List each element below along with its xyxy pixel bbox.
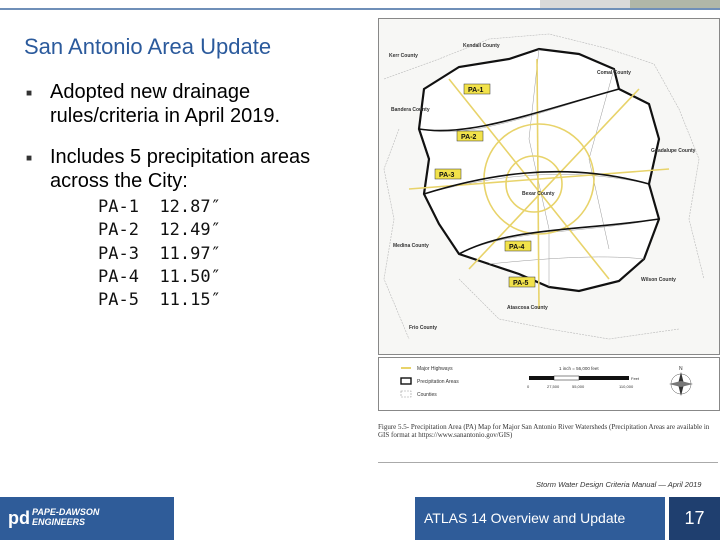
map-caption: Figure 5.5- Precipitation Area (PA) Map for Major San Antonio River Watersheds (Precipitation Areas are available in GIS format at https://www.sanantonio.gov/GIS) <box>378 423 710 439</box>
legend-highways: Major Highways <box>417 366 453 372</box>
top-rule <box>0 8 720 10</box>
precip-area: PA-3 <box>98 243 139 264</box>
logo-text <box>32 507 99 527</box>
bullet-text-2 <box>50 145 310 193</box>
legend-graphic <box>379 358 719 410</box>
precip-row-pa3 <box>98 243 221 266</box>
bullet-1-line-2: rules/criteria in April 2019. <box>50 105 281 127</box>
map-graphic <box>379 19 719 354</box>
map-label-pa4: PA-4 <box>509 244 525 251</box>
map-label-pa5: PA-5 <box>513 280 529 287</box>
precip-area: PA-4 <box>98 266 139 287</box>
top-accent-gray <box>540 0 630 8</box>
scale-2: 55,000 <box>572 384 585 389</box>
county-label-atascosa: Atascosa County <box>507 305 548 311</box>
logo-line-1: PAPE-DAWSON <box>32 507 100 517</box>
footer-title: ATLAS 14 Overview and Update <box>424 510 626 526</box>
legend-counties: Counties <box>417 392 437 398</box>
scale-3: 110,000 <box>619 384 634 389</box>
north-arrow-icon <box>669 366 693 396</box>
precip-row-pa5 <box>98 289 221 312</box>
county-label-comal: Comal County <box>597 70 631 76</box>
precip-area: PA-1 <box>98 197 139 217</box>
bullet-marker: ■ <box>26 88 33 99</box>
county-label-guadalupe: Guadalupe County <box>651 148 696 154</box>
county-label-bandera: Bandera County <box>391 107 430 113</box>
legend-precip-areas: Precipitation Areas <box>417 379 459 385</box>
slide-title: San Antonio Area Update <box>24 34 272 59</box>
top-accent-olive <box>630 0 720 8</box>
map-label-pa3: PA-3 <box>439 172 455 179</box>
precip-area: PA-5 <box>98 290 139 311</box>
county-label-medina: Medina County <box>393 243 429 249</box>
precip-depth: 12.49″ <box>159 220 221 241</box>
bullet-text-1 <box>50 80 280 128</box>
county-label-wilson: Wilson County <box>641 277 676 283</box>
precip-row-pa1 <box>98 196 221 219</box>
county-label-frio: Frio County <box>409 325 438 331</box>
bullet-2-line-2: across the City: <box>50 170 188 192</box>
scale-0: 0 <box>527 384 530 389</box>
north-label: N <box>679 366 683 372</box>
scale-unit: Feet <box>631 376 640 381</box>
precip-depth: 12.87″ <box>159 197 221 217</box>
map-label-pa1: PA-1 <box>468 87 484 94</box>
map-legend <box>378 357 720 411</box>
precip-depth: 11.97″ <box>159 243 221 264</box>
scale-1: 27,500 <box>547 384 560 389</box>
precip-row-pa4 <box>98 266 221 289</box>
logo-mark: pd <box>8 508 30 528</box>
county-label-bexar: Bexar County <box>522 191 555 197</box>
map-label-pa2: PA-2 <box>461 134 477 141</box>
bullet-2-line-1: Includes 5 precipitation areas <box>50 146 311 168</box>
precip-row-pa2 <box>98 219 221 242</box>
scale-title: 1 inch = 56,000 feet <box>559 366 599 371</box>
precip-depth: 11.50″ <box>159 266 221 287</box>
county-label-kerr: Kerr County <box>389 53 418 59</box>
precip-area: PA-2 <box>98 220 139 241</box>
page-number: 17 <box>669 497 720 540</box>
manual-rule <box>378 462 718 463</box>
precip-depth: 11.15″ <box>159 290 221 311</box>
precipitation-list <box>98 196 221 312</box>
precipitation-area-map <box>378 18 720 355</box>
bullet-marker: ■ <box>26 153 33 164</box>
manual-reference: Storm Water Design Criteria Manual — April 2019 <box>536 480 702 489</box>
county-label-kendall: Kendall County <box>463 43 500 49</box>
bullet-1-line-1: Adopted new drainage <box>50 81 251 103</box>
logo-line-2: ENGINEERS <box>32 517 86 527</box>
